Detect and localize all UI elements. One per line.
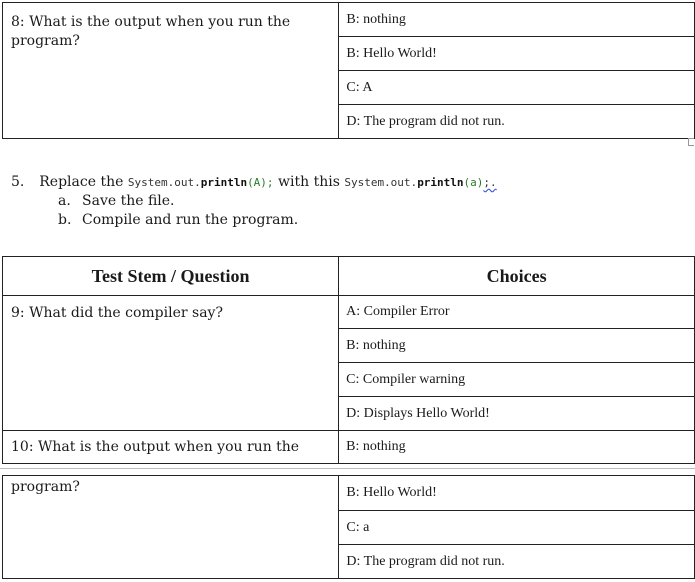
- question-9-choice-4: D: Displays Hello World!: [339, 397, 695, 431]
- question-10-stem-part2: program?: [3, 476, 339, 579]
- step-5-sub-b: b. Compile and run the program.: [58, 212, 299, 228]
- question-9-choice-2: B: nothing: [339, 329, 695, 363]
- question-10-continued-table: [2, 475, 695, 579]
- header-test-stem: Test Stem / Question: [3, 257, 339, 296]
- step-5-sub-a: a. Save the file.: [58, 193, 175, 209]
- step-number: 5.: [11, 174, 25, 190]
- code-snippet-new: System.out.println(a);.: [344, 176, 497, 189]
- question-9-choice-1: A: Compiler Error: [339, 296, 695, 329]
- step-5-instructions: [11, 173, 497, 230]
- step-text-with: with this: [278, 174, 340, 190]
- question-10-stem-part1: 10: What is the output when you run the: [3, 431, 339, 464]
- table-corner-marker: [688, 138, 694, 146]
- question-10-choice-1: B: nothing: [339, 431, 695, 464]
- question-8-choice-3: C: A: [339, 71, 695, 105]
- code-snippet-old: System.out.println(A);: [127, 176, 274, 189]
- question-10-choice-3: C: a: [339, 511, 695, 545]
- question-8-table: [2, 2, 695, 139]
- question-8-stem: 8: What is the output when you run the program?: [3, 3, 339, 139]
- step-text-replace: Replace the: [39, 174, 124, 190]
- step-5-line: [11, 173, 497, 192]
- questions-table: [2, 256, 695, 464]
- question-9-stem: 9: What did the compiler say?: [3, 296, 339, 431]
- question-8-choice-1: B: nothing: [339, 3, 695, 37]
- question-8-choice-4: D: The program did not run.: [339, 105, 695, 139]
- question-9-choice-3: C: Compiler warning: [339, 363, 695, 397]
- question-10-choice-4: D: The program did not run.: [339, 545, 695, 579]
- header-choices: Choices: [339, 257, 695, 296]
- page-break-line: [0, 468, 695, 469]
- question-10-choice-2: B: Hello World!: [339, 476, 695, 511]
- question-8-choice-2: B: Hello World!: [339, 37, 695, 71]
